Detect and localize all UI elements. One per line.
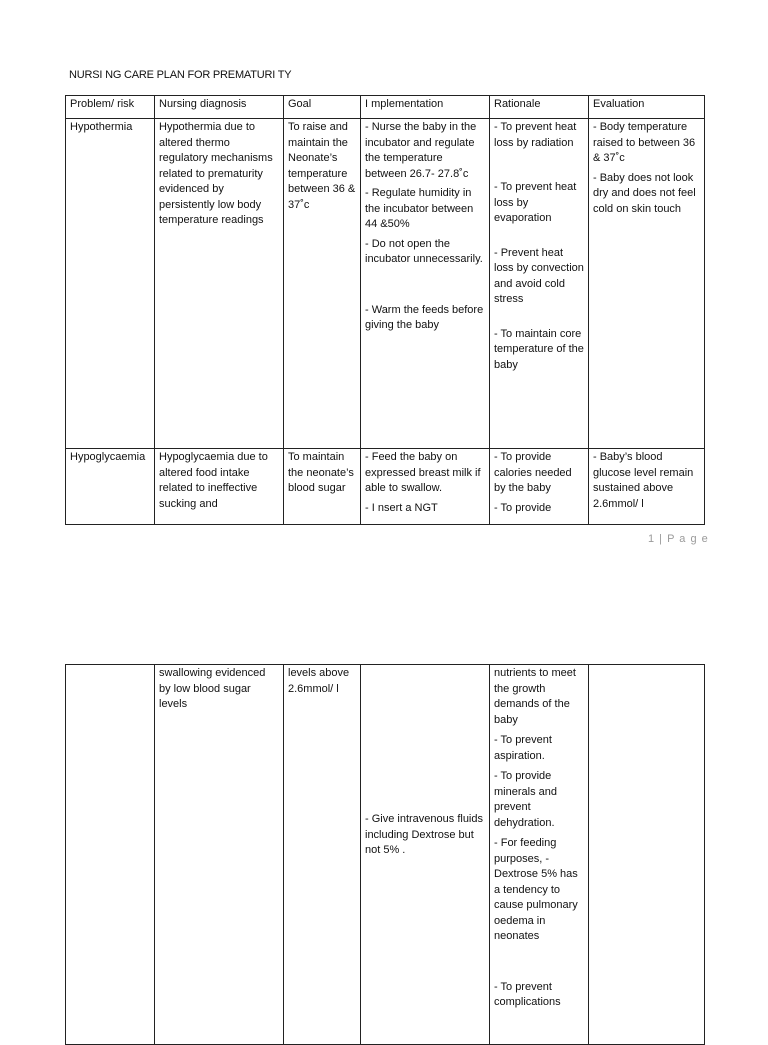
implementation-item: - Warm the feeds before giving the baby bbox=[365, 303, 484, 331]
document-title: NURSI NG CARE PLAN FOR PREMATURI TY bbox=[69, 69, 292, 81]
diagnosis-cell: Hypoglycaemia due to altered food intake related to ineffective sucking and bbox=[155, 449, 284, 525]
evaluation-cell bbox=[589, 449, 705, 525]
rationale-item: - Prevent heat loss by convection and avoid cold stress bbox=[494, 246, 584, 305]
problem-cell bbox=[66, 665, 155, 1045]
header-implementation: I mplementation bbox=[361, 96, 490, 119]
table-row bbox=[66, 119, 705, 449]
care-plan-table-continued bbox=[65, 664, 705, 1045]
implementation-item: - Do not open the incubator unnecessarily. bbox=[365, 237, 483, 265]
rationale-cell bbox=[490, 449, 589, 525]
rationale-item: - To prevent complications bbox=[494, 980, 561, 1008]
rationale-item: nutrients to meet the growth demands of the baby bbox=[494, 667, 576, 726]
rationale-item: - To provide calories needed by the baby bbox=[494, 451, 572, 494]
evaluation-cell bbox=[589, 119, 705, 449]
header-nursing-diagnosis: Nursing diagnosis bbox=[155, 96, 284, 119]
rationale-item: - To prevent heat loss by radiation bbox=[494, 121, 577, 149]
rationale-cell bbox=[490, 665, 589, 1045]
goal-cell: To raise and maintain the Neonate’s temperature between 36 & 37˚c bbox=[284, 119, 361, 449]
rationale-item: - For feeding purposes, - Dextrose 5% has a tendency to cause pulmonary oedema in neonates bbox=[494, 837, 578, 942]
problem-cell: Hypoglycaemia bbox=[66, 449, 155, 525]
header-evaluation: Evaluation bbox=[589, 96, 705, 119]
evaluation-item: - Baby’s blood glucose level remain sustained above 2.6mmol/ l bbox=[593, 451, 694, 510]
evaluation-item: - Baby does not look dry and does not feel cold on skin touch bbox=[593, 171, 696, 215]
implementation-cell bbox=[361, 119, 490, 449]
care-plan-table bbox=[65, 95, 705, 525]
implementation-item: - Give intravenous fluids including Dextrose but not 5% . bbox=[365, 813, 483, 856]
implementation-cell bbox=[361, 449, 490, 525]
diagnosis-cell: Hypothermia due to altered thermo regulatory mechanisms related to prematurity evidenced by persistently low body temperature readings bbox=[155, 119, 284, 449]
implementation-item: - Feed the baby on expressed breast milk if able to swallow. bbox=[365, 451, 481, 494]
evaluation-cell bbox=[589, 665, 705, 1045]
diagnosis-cell: swallowing evidenced by low blood sugar levels bbox=[155, 665, 284, 1045]
rationale-item: - To provide bbox=[494, 501, 552, 514]
implementation-item: - I nsert a NGT bbox=[365, 501, 438, 514]
problem-cell: Hypothermia bbox=[66, 119, 155, 449]
evaluation-item: - Body temperature raised to between 36 & 37˚c bbox=[593, 121, 696, 164]
implementation-cell bbox=[361, 665, 490, 1045]
header-problem: Problem/ risk bbox=[66, 96, 155, 119]
goal-cell: To maintain the neonate’s blood sugar bbox=[284, 449, 361, 525]
header-goal: Goal bbox=[284, 96, 361, 119]
rationale-item: - To prevent heat loss by evaporation bbox=[494, 181, 577, 224]
rationale-item: - To provide minerals and prevent dehydration. bbox=[494, 770, 557, 829]
table-row bbox=[66, 665, 705, 1045]
rationale-item: - To prevent aspiration. bbox=[494, 734, 552, 762]
page-number: 1 | P a g e bbox=[648, 533, 709, 545]
goal-cell: levels above 2.6mmol/ l bbox=[284, 665, 361, 1045]
rationale-cell bbox=[490, 119, 589, 449]
table-row bbox=[66, 449, 705, 525]
header-rationale: Rationale bbox=[490, 96, 589, 119]
rationale-item: - To maintain core temperature of the baby bbox=[494, 327, 584, 371]
implementation-item: - Nurse the baby in the incubator and regulate the temperature between 26.7- 27.8˚c bbox=[365, 121, 477, 180]
table-header-row bbox=[66, 96, 705, 119]
implementation-item: - Regulate humidity in the incubator between 44 &50% bbox=[365, 187, 474, 230]
